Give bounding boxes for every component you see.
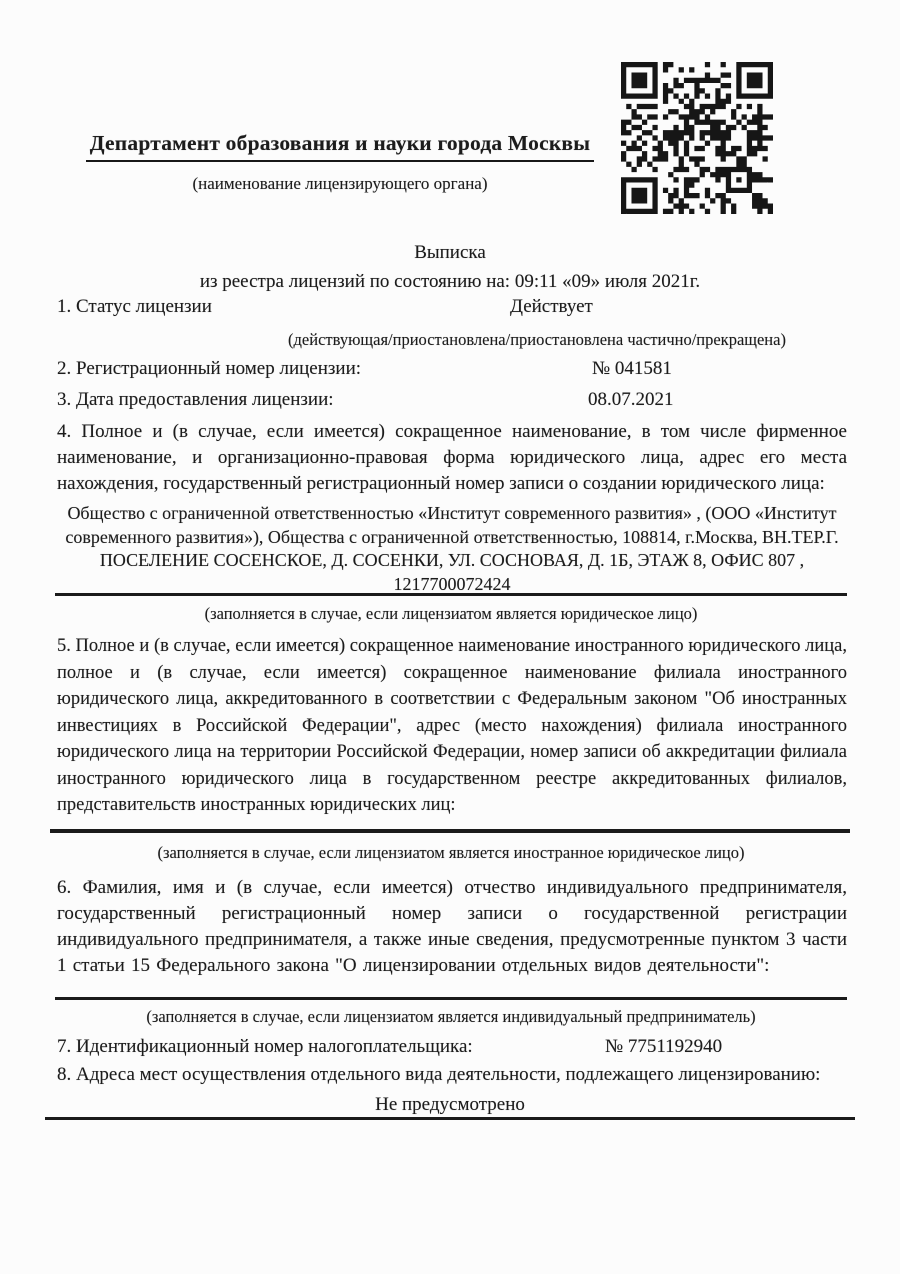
document-title: Выписка xyxy=(414,242,486,263)
field-individual-entrepreneur-description: 6. Фамилия, имя и (в случае, если имеется) отчество индивидуального предпринимателя, государственный регистрационный номер записи о государственной регистрации индивидуального предпринимателя, а также иные сведения, предусмотренные пунктом 3 части 1 статьи 15 Федерального закона "О лицензировании отдельных видов деятельности": xyxy=(57,877,847,976)
document-subtitle: из реестра лицензий по состоянию на: 09:11 «09» июля 2021г. xyxy=(199,271,701,292)
licensing-authority-caption: (наименование лицензирующего органа) xyxy=(192,173,488,193)
field-grant-date xyxy=(57,389,845,411)
field-taxpayer-number-value: № 7751192940 xyxy=(605,1036,723,1057)
field-registration-number-value: № 041581 xyxy=(592,358,672,379)
field-foreign-entity-caption: (заполняется в случае, если лицензиатом является иностранное юридическое лицо) xyxy=(157,843,745,862)
field-registration-number-label: 2. Регистрационный номер лицензии: xyxy=(57,358,362,379)
field-registration-number xyxy=(57,358,845,380)
field-taxpayer-number-label: 7. Идентификационный номер налогоплательщика: xyxy=(57,1036,473,1057)
field-foreign-entity-description: 5. Полное и (в случае, если имеется) сокращенное наименование иностранного юридического лица, полное и (в случае, если имеется) сокращенное наименование филиала иностранного юридического лица, аккредитованного в соответствии с Федеральным законом "Об иностранных инвестициях в Российской Федерации", адрес (место нахождения) филиала иностранного юридического лица на территории Российской Федерации, номер записи об аккредитации филиала иностранного юридического лица в государственном реестре аккредитованных филиалов, представительств иностранных юридических лиц: xyxy=(57,636,847,815)
field-grant-date-label: 3. Дата предоставления лицензии: xyxy=(57,389,334,410)
field-individual-entrepreneur-caption: (заполняется в случае, если лицензиатом является индивидуальный предприниматель) xyxy=(146,1007,756,1026)
section-divider xyxy=(55,593,847,596)
field-taxpayer-number xyxy=(57,1036,845,1058)
field-activity-addresses xyxy=(57,1064,845,1086)
field-activity-addresses-label: 8. Адреса мест осуществления отдельного вида деятельности, подлежащего лицензированию: xyxy=(57,1064,821,1085)
licensing-authority-name: Департамент образования и науки города Москвы xyxy=(86,131,594,162)
field-license-status-label: 1. Статус лицензии xyxy=(57,296,212,317)
field-license-status xyxy=(57,296,845,318)
section-divider xyxy=(55,997,847,1000)
field-grant-date-value: 08.07.2021 xyxy=(588,389,674,410)
field-activity-addresses-value: Не предусмотрено xyxy=(375,1094,525,1115)
field-legal-entity-description: 4. Полное и (в случае, если имеется) сокращенное наименование, в том числе фирменное наименование, и организационно-правовая форма юридического лица, адрес его места нахождения, государственный регистрационный номер записи о создании юридического лица: xyxy=(57,421,847,494)
field-license-status-value: Действует xyxy=(510,296,593,317)
field-legal-entity-value: Общество с ограниченной ответственностью «Институт современного развития» , (ООО «Институт современного развития»), Общества с ограниченной ответственностью, 108814, г.Москва, ВН.ТЕР.Г. ПОСЕЛЕНИЕ СОСЕНСКОЕ, Д. СОСЕНКИ, УЛ. СОСНОВАЯ, Д. 1Б, ЭТАЖ 8, ОФИС 807 , 1217700072424 xyxy=(65,503,839,594)
field-legal-entity-caption: (заполняется в случае, если лицензиатом является юридическое лицо) xyxy=(204,604,698,623)
field-license-status-caption: (действующая/приостановлена/приостановлена частично/прекращена) xyxy=(288,330,786,349)
section-divider xyxy=(50,829,850,833)
header xyxy=(60,131,620,194)
section-divider xyxy=(45,1117,855,1120)
qr-code-icon xyxy=(621,62,773,214)
